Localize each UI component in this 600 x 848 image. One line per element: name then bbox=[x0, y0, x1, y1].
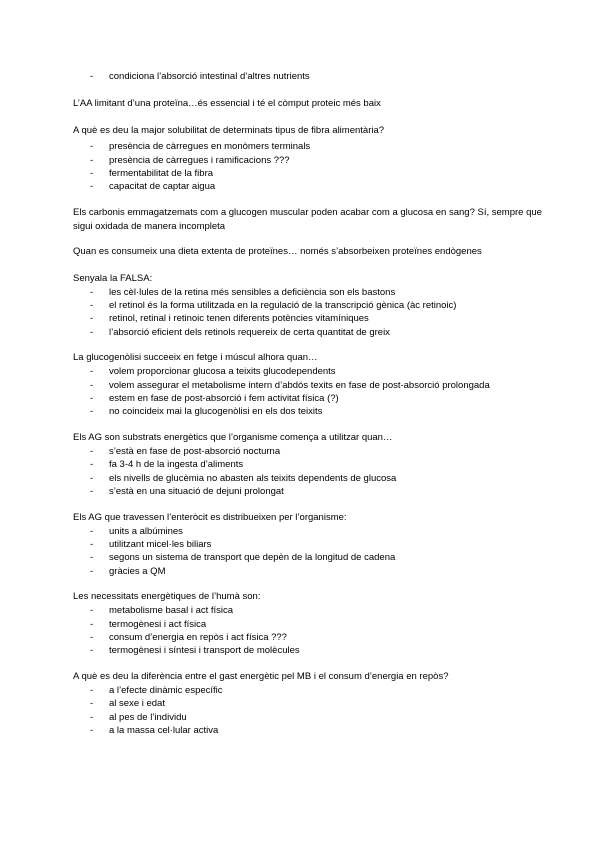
option-item: termogènesi i act física bbox=[109, 619, 207, 630]
option-item: metabolisme basal i act física bbox=[109, 605, 234, 616]
option-item: presència de càrregues en monòmers terminals bbox=[109, 141, 311, 152]
option-item: els nivells de glucèmia no abasten als teixits dependents de glucosa bbox=[109, 473, 397, 484]
question-title: La glucogenòlisi succeeix en fetge i múscul alhora quan… bbox=[73, 352, 318, 363]
bullet-dash: - bbox=[90, 459, 94, 470]
option-item: retinol, retinal i retinoic tenen diferents potències vitamíniques bbox=[109, 313, 369, 324]
bullet-dash: - bbox=[90, 539, 94, 550]
bullet-dash: - bbox=[90, 300, 94, 311]
bullet-dash: - bbox=[90, 605, 94, 616]
option-item: a la massa cel·lular activa bbox=[109, 725, 219, 736]
question-title: Senyala la FALSA: bbox=[73, 273, 153, 284]
bullet-dash: - bbox=[90, 406, 94, 417]
bullet-dash: - bbox=[90, 287, 94, 298]
option-item: fa 3-4 h de la ingesta d’aliments bbox=[109, 459, 244, 470]
statement-carbonis: Els carbonis emmagatzemats com a glucogen muscular poden acabar com a glucosa en sang? Sí, sempre que sigui oxidada de manera incompleta bbox=[73, 207, 542, 232]
question-title: A què es deu la major solubilitat de determinats tipus de fibra alimentària? bbox=[73, 125, 385, 136]
option-item: s’està en una situació de dejuni prolongat bbox=[109, 486, 284, 497]
option-item: estem en fase de post-absorció i fem activitat física (?) bbox=[109, 393, 339, 404]
option-item: l’absorció eficient dels retinols requereix de certa quantitat de greix bbox=[109, 327, 390, 338]
bullet-dash: - bbox=[90, 313, 94, 324]
option-item: les cèl·lules de la retina més sensibles a deficiència son els bastons bbox=[109, 287, 396, 298]
option-item: al pes de l’individu bbox=[109, 712, 187, 723]
option-item: termogènesi i síntesi i transport de molècules bbox=[109, 645, 300, 656]
option-item: al sexe i edat bbox=[109, 698, 165, 709]
bullet-dash: - bbox=[90, 632, 94, 643]
bullet-dash: - bbox=[90, 645, 94, 656]
question-title: Les necessitats energètiques de l’humà son: bbox=[73, 591, 261, 602]
bullet-dash: - bbox=[90, 168, 94, 179]
bullet-dash: - bbox=[90, 552, 94, 563]
bullet-dash: - bbox=[90, 393, 94, 404]
bullet-dash: - bbox=[90, 155, 94, 166]
bullet-dash: - bbox=[90, 725, 94, 736]
option-item: no coincideix mai la glucogenòlisi en els dos teixits bbox=[109, 406, 323, 417]
option-item: fermentabilitat de la fibra bbox=[109, 168, 214, 179]
option-item: gràcies a QM bbox=[109, 566, 166, 577]
bullet-dash: - bbox=[90, 327, 94, 338]
option-item: s’està en fase de post-absorció nocturna bbox=[109, 446, 281, 457]
option-item: units a albúmines bbox=[109, 526, 183, 537]
question-title: Els AG que travessen l’enteròcit es distribueixen per l’organisme: bbox=[73, 512, 347, 523]
question-title: A què es deu la diferència entre el gast energètic pel MB i el consum d’energia en repòs? bbox=[73, 671, 449, 682]
statement-aa: L’AA limitant d’una proteïna…és essencial i té el còmput proteic més baix bbox=[73, 98, 381, 109]
bullet-dash: - bbox=[90, 566, 94, 577]
option-item: volem proporcionar glucosa a teixits glucodependents bbox=[109, 366, 336, 377]
bullet-dash: - bbox=[90, 685, 94, 696]
bullet-dash: - bbox=[90, 71, 94, 82]
bullet-dash: - bbox=[90, 486, 94, 497]
bullet-dash: - bbox=[90, 366, 94, 377]
option-item: el retinol és la forma utilitzada en la regulació de la transcripció gènica (àc retinoic) bbox=[109, 300, 457, 311]
lead-item: condiciona l’absorció intestinal d’altres nutrients bbox=[109, 71, 310, 82]
bullet-dash: - bbox=[90, 473, 94, 484]
bullet-dash: - bbox=[90, 698, 94, 709]
bullet-dash: - bbox=[90, 446, 94, 457]
bullet-dash: - bbox=[90, 712, 94, 723]
bullet-dash: - bbox=[90, 619, 94, 630]
option-item: a l’efecte dinàmic específic bbox=[109, 685, 223, 696]
question-title: Els AG son substrats energètics que l’organisme comença a utilitzar quan… bbox=[73, 432, 393, 443]
option-item: consum d’energia en repòs i act física ??? bbox=[109, 632, 287, 643]
bullet-dash: - bbox=[90, 141, 94, 152]
statement-proteines: Quan es consumeix una dieta extenta de proteïnes… només s’absorbeixen proteïnes endògenes bbox=[73, 246, 482, 257]
bullet-dash: - bbox=[90, 181, 94, 192]
bullet-dash: - bbox=[90, 380, 94, 391]
option-item: capacitat de captar aigua bbox=[109, 181, 216, 192]
option-item: segons un sistema de transport que depèn de la longitud de cadena bbox=[109, 552, 396, 563]
option-item: presència de càrregues i ramificacions ??? bbox=[109, 155, 290, 166]
bullet-dash: - bbox=[90, 526, 94, 537]
option-item: volem assegurar el metabolisme intern d’abdós texits en fase de post-absorció prolongada bbox=[109, 380, 490, 391]
option-item: utilitzant micel·les biliars bbox=[109, 539, 212, 550]
